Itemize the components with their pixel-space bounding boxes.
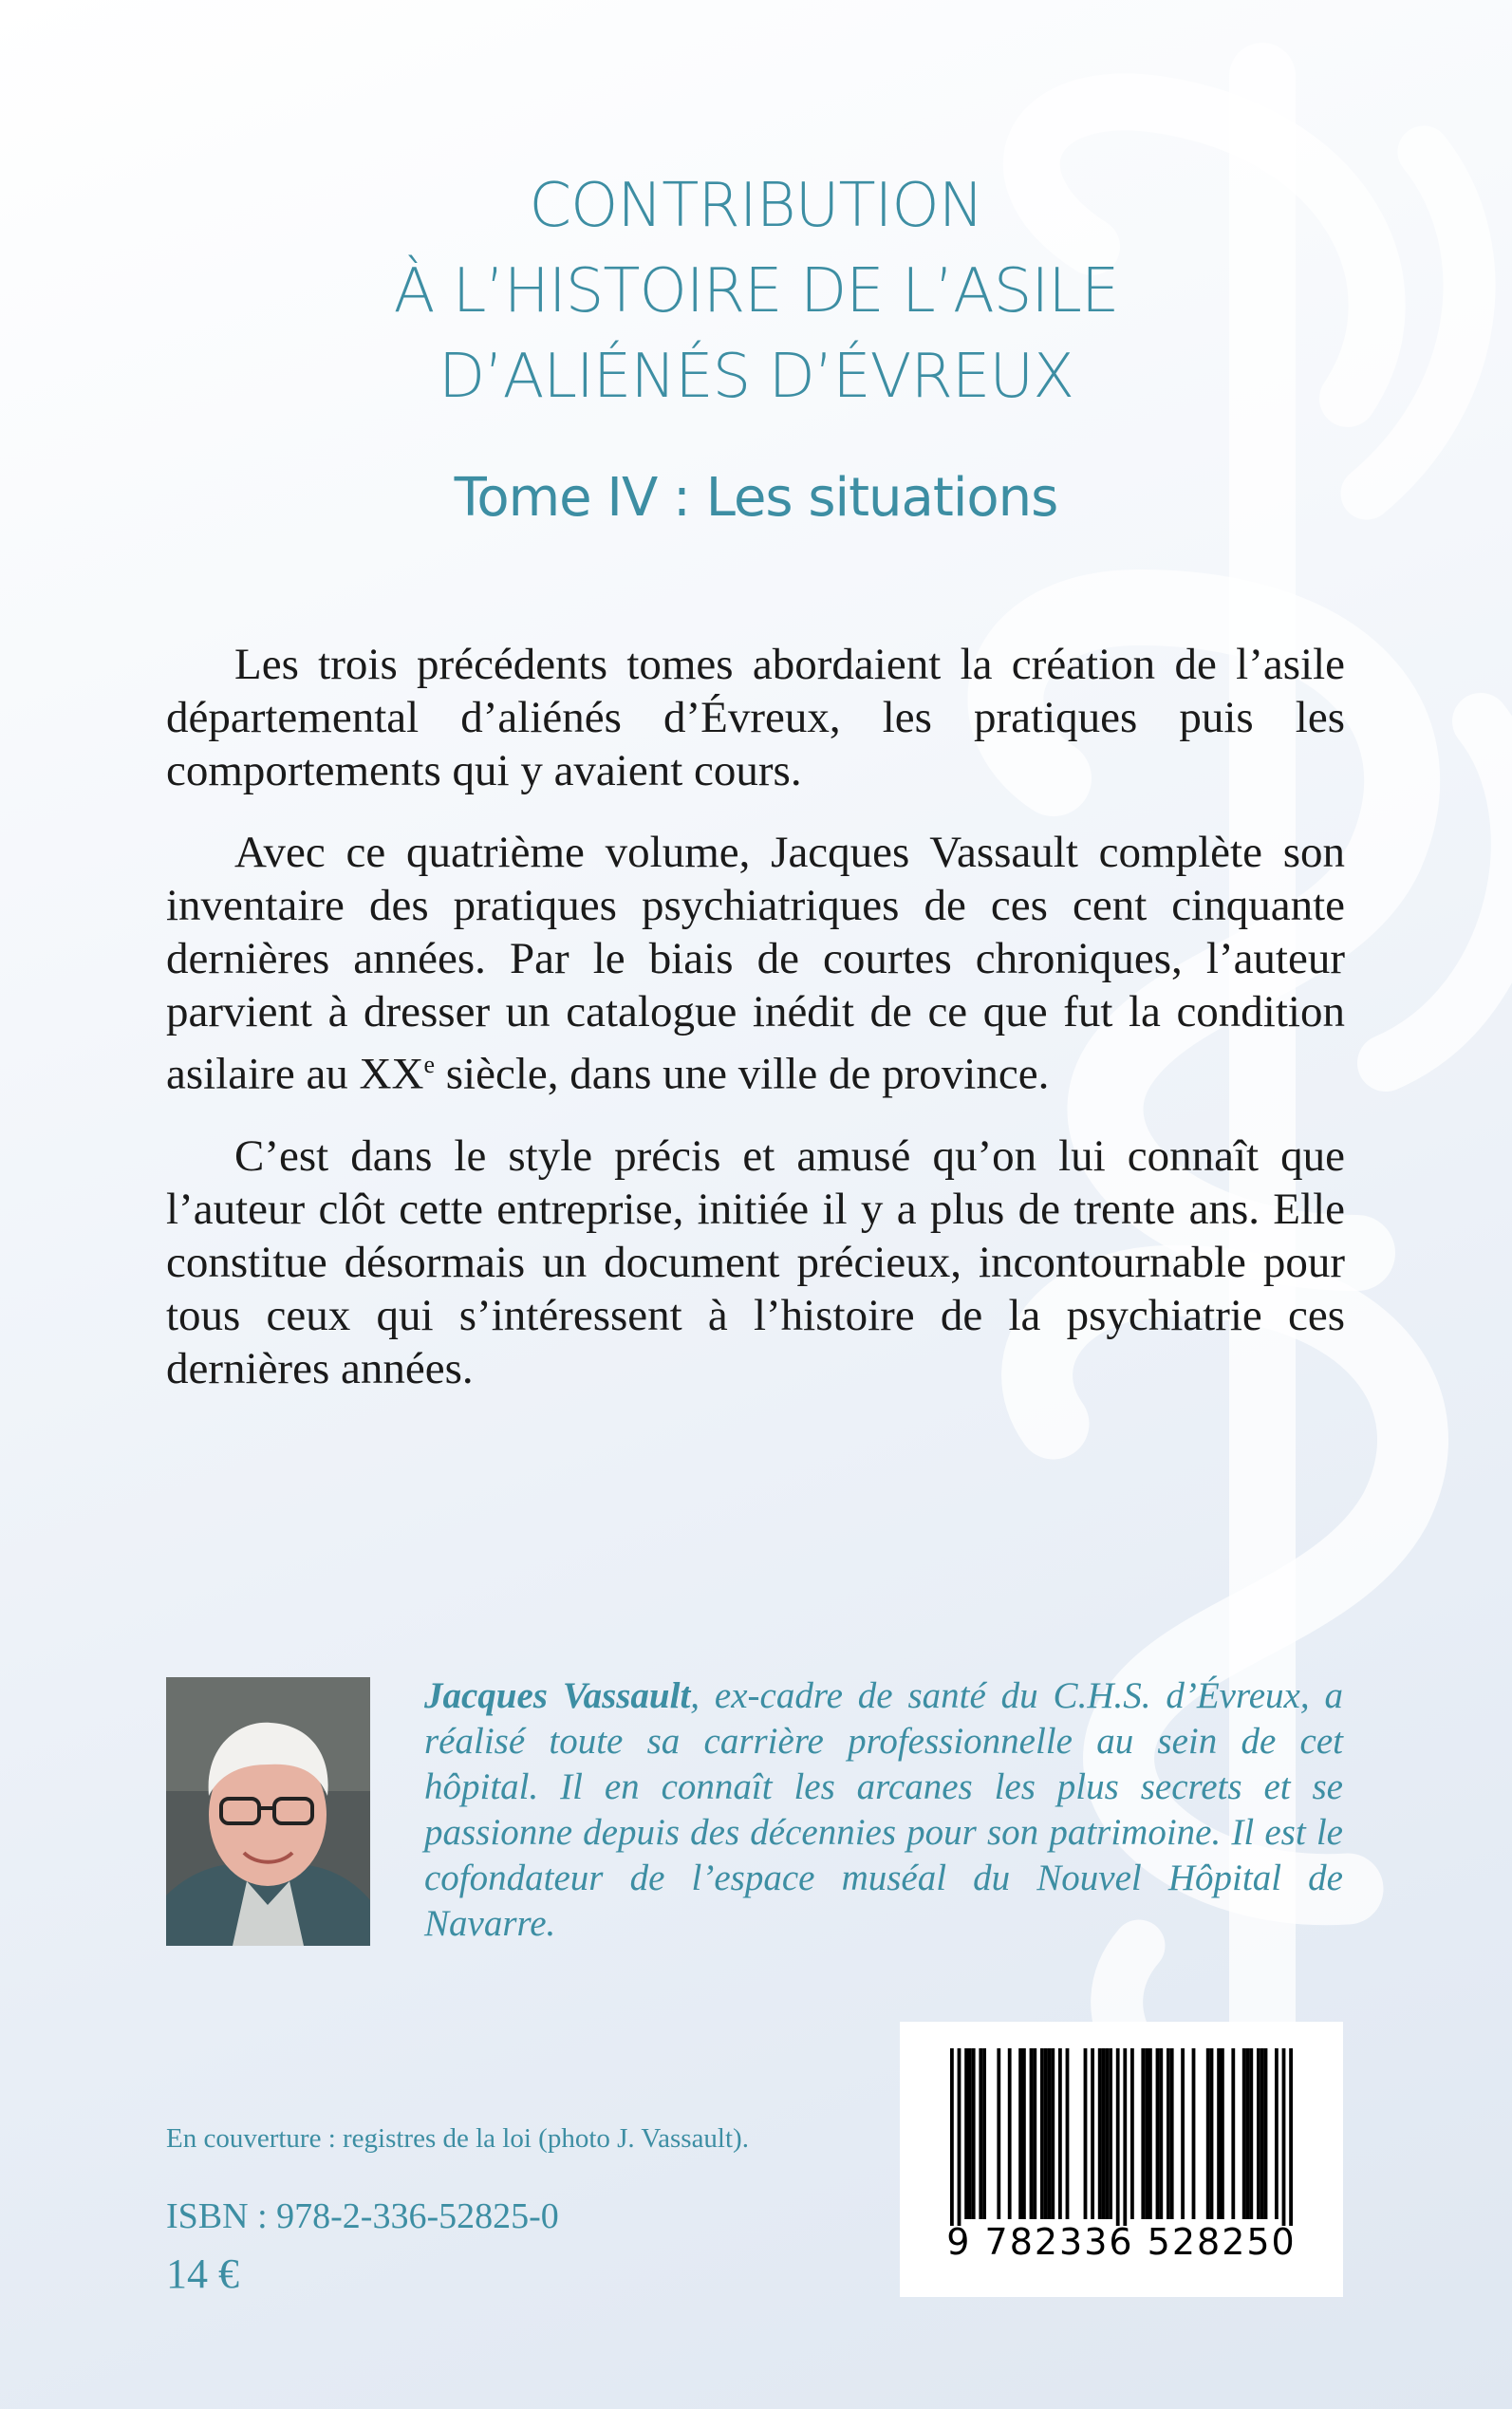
barcode-bar [1030,2048,1034,2219]
barcode-bar [1066,2048,1070,2219]
barcode-bar [972,2048,976,2219]
barcode-bar [1048,2048,1052,2219]
barcode [900,2022,1343,2297]
barcode-bar [1282,2048,1286,2226]
barcode-bar [1242,2048,1246,2219]
barcode-bar [1141,2048,1145,2219]
barcode-bar [1231,2048,1235,2219]
author-name: Jacques Vassault [424,1675,691,1716]
barcode-bar [982,2048,986,2219]
barcode-bar [1145,2048,1148,2219]
barcode-bar [997,2048,1000,2219]
barcode-bar [979,2048,982,2219]
book-title [0,163,1512,420]
barcode-bar [964,2048,968,2219]
barcode-bar [1018,2048,1022,2219]
blurb-paragraph-2 [166,826,1345,1101]
barcode-bar [1123,2048,1127,2226]
century-superscript: e [423,1051,435,1078]
barcode-bar [1008,2048,1012,2219]
barcode-bar [1257,2048,1260,2219]
barcode-bar [1192,2048,1196,2219]
blurb-paragraph-2-end: siècle, dans une ville de province. [435,1049,1050,1099]
barcode-bar [1084,2048,1088,2219]
author-portrait-image [166,1677,370,1946]
barcode-bar [1102,2048,1106,2219]
barcode-bars [900,2022,1343,2226]
barcode-bar [968,2048,972,2219]
blurb-paragraph-3: C’est dans le style précis et amusé qu’on lui connaît que l’auteur clôt cette entreprise, initiée il y a plus de trente ans. Elle constitue désormais un document précieux, incontournable pour tous ceux qui s’intéressent à l’histoire de la psychiatrie ces dernières années. [166,1130,1345,1393]
barcode-bar [1116,2048,1120,2226]
barcode-bar [1130,2048,1134,2219]
barcode-bar [1098,2048,1102,2219]
book-subtitle: Tome IV : Les situations [454,467,1058,529]
barcode-bar [1249,2048,1253,2219]
barcode-bar [1170,2048,1174,2219]
barcode-bar [958,2048,961,2226]
barcode-bar [1058,2048,1062,2219]
barcode-bar [1221,2048,1224,2219]
barcode-bar [1210,2048,1214,2219]
barcode-digits: 9 782336 528250 [946,2221,1297,2263]
barcode-bar [1044,2048,1048,2219]
isbn: ISBN : 978-2-336-52825-0 [166,2196,559,2236]
barcode-bar [1167,2048,1170,2219]
title-line-2: À L’HISTOIRE DE L’ASILE [393,256,1119,327]
blurb-paragraph-2-text: Avec ce quatrième volume, Jacques Vassault complète son inventaire des pratiques psychiatriques de ces cent cinquante dernières années. Par le biais de courtes chroniques, l’auteur parvient à dresser un catalogue inédit de ce que fut la condition asilaire au XX [166,828,1345,1099]
barcode-bar [1217,2048,1221,2219]
title-line-3: D’ALIÉNÉS D’ÉVREUX [438,342,1074,412]
barcode-bar [1246,2048,1250,2219]
cover-credit: En couverture : registres de la loi (photo J. Vassault). [166,2123,749,2154]
author-photo [166,1677,370,1946]
price: 14 € [166,2250,239,2297]
barcode-bar [1159,2048,1163,2219]
barcode-bar [1109,2048,1112,2219]
barcode-bar [1040,2048,1044,2219]
back-cover-blurb [166,638,1345,1424]
barcode-bar [1206,2048,1210,2219]
title-line-1: CONTRIBUTION [529,171,983,241]
author-bio-text: , ex-cadre de santé du C.H.S. d’Évreux, a réalisé toute sa carrière professionnelle au sein de cet hôpital. Il en connaît les arcanes les plus secrets et se passionne depuis des décennies pour son patrimoine. Il est le cofondateur de l’espace muséal du Nouvel Hôpital de Navarre. [424,1675,1343,1944]
barcode-bar [1260,2048,1264,2219]
barcode-bar [1022,2048,1026,2219]
barcode-bar [1105,2048,1109,2219]
blurb-paragraph-1: Les trois précédents tomes abordaient la création de l’asile départemental d’aliénés d’Évreux, les pratiques puis les comportements qui y avaient cours. [166,640,1345,795]
barcode-bar [1156,2048,1160,2219]
author-bio [424,1673,1343,1947]
barcode-bar [1033,2048,1036,2219]
barcode-bar [1148,2048,1152,2219]
barcode-bar [1181,2048,1185,2219]
barcode-bar [950,2048,954,2226]
barcode-bar [1264,2048,1268,2219]
barcode-bar [1091,2048,1094,2219]
barcode-bar [1275,2048,1279,2219]
barcode-bar [1289,2048,1293,2226]
barcode-bar [1051,2048,1055,2219]
